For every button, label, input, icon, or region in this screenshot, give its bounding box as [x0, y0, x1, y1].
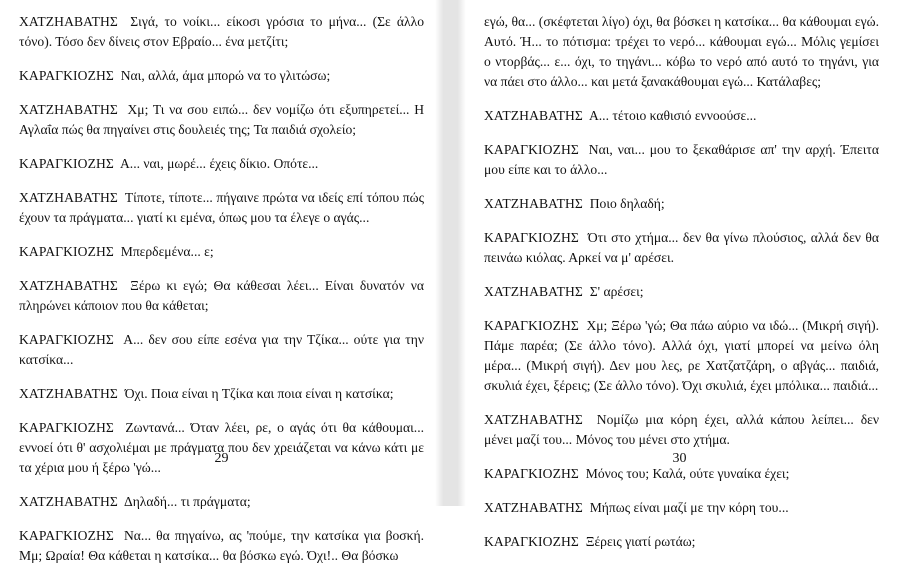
dialogue-line: Μπερδεμένα... ε; [120, 244, 214, 259]
speaker-name: ΧΑΤΖΗΑΒΑΤΗΣ [19, 190, 118, 205]
speaker-name: ΚΑΡΑΓΚΙΟΖΗΣ [19, 156, 114, 171]
speaker-name: ΚΑΡΑΓΚΙΟΖΗΣ [19, 68, 114, 83]
speaker-name: ΧΑΤΖΗΑΒΑΤΗΣ [19, 14, 118, 29]
speaker-name: ΚΑΡΑΓΚΙΟΖΗΣ [484, 318, 579, 333]
right-page [458, 0, 901, 549]
speaker-name: ΚΑΡΑΓΚΙΟΖΗΣ [484, 534, 579, 549]
speaker-name: ΧΑΤΖΗΑΒΑΤΗΣ [484, 500, 583, 515]
dialogue-paragraph [484, 410, 879, 450]
dialogue-paragraph [19, 12, 424, 52]
dialogue-paragraph [484, 194, 879, 214]
gutter-shadow [458, 0, 466, 506]
dialogue-paragraph [484, 140, 879, 180]
right-page-text [484, 12, 879, 566]
dialogue-line: εγώ, θα... (σκέφτεται λίγο) όχι, θα βόσκει η κατσίκα... θα κάθουμαι εγώ. Αυτό. Ή... το πότισμα: τρέχει το νερό... κάθουμαι εγώ... Μόλις γεμίσει ο ντορβάς... ε... όχι, το τηγάνι... κόβω το νερό από αυτό το τηγάνι, για να πάει στο άλλο... και μετά ξανακάθουμαι εγώ... Κατάλαβες; [484, 14, 879, 89]
dialogue-paragraph [484, 228, 879, 268]
dialogue-paragraph [19, 66, 424, 86]
dialogue-line: Ξέρεις γιατί ρωτάω; [585, 534, 696, 549]
left-page [0, 0, 443, 563]
speaker-name: ΚΑΡΑΓΚΙΟΖΗΣ [484, 230, 579, 245]
dialogue-line: Ξέρω κι εγώ; Θα κάθεσαι λέει... Είναι δυνατόν να πληρώνει κάποιον που θα κάθεται; [19, 278, 424, 313]
dialogue-line: Να... θα πηγαίνω, ας 'πούμε, την κατσίκα για βοσκή. Μμ; Ωραία! Θα κάθεται η κατσίκα... θα βόσκω εγώ. Όχι!.. Θα βόσκω [19, 528, 424, 563]
speaker-name: ΧΑΤΖΗΑΒΑΤΗΣ [484, 196, 583, 211]
speaker-name: ΚΑΡΑΓΚΙΟΖΗΣ [19, 332, 114, 347]
speaker-name: ΚΑΡΑΓΚΙΟΖΗΣ [484, 142, 579, 157]
page-number: 30 [672, 451, 687, 466]
dialogue-line: Δηλαδή... τι πράγματα; [123, 494, 251, 509]
dialogue-paragraph [19, 188, 424, 228]
speaker-name: ΚΑΡΑΓΚΙΟΖΗΣ [484, 466, 579, 481]
speaker-name: ΧΑΤΖΗΑΒΑΤΗΣ [19, 278, 118, 293]
dialogue-line: Σιγά, το νοίκι... είκοσι γρόσια το μήνα... (Σε άλλο τόνο). Τόσο δεν δίνεις στον Εβραίο... ένα μετζίτι; [19, 14, 425, 49]
dialogue-line: Νομίζω μια κόρη έχει, αλλά κάπου λείπει... δεν μένει μαζί του... Μόνος του μένει στο χτήμα. [484, 412, 880, 447]
dialogue-line: Ποιο δηλαδή; [589, 196, 665, 211]
dialogue-paragraph [484, 532, 879, 552]
dialogue-line: Α... τέτοιο καθισιό εννοούσε... [588, 108, 757, 123]
speaker-name: ΚΑΡΑΓΚΙΟΖΗΣ [19, 420, 114, 435]
dialogue-paragraph [484, 464, 879, 484]
dialogue-paragraph [484, 282, 879, 302]
left-page-text [19, 12, 424, 580]
dialogue-paragraph [19, 492, 424, 512]
dialogue-paragraph [19, 418, 424, 478]
dialogue-paragraph [19, 276, 424, 316]
dialogue-paragraph [484, 498, 879, 518]
dialogue-line: Σ' αρέσει; [589, 284, 644, 299]
speaker-name: ΧΑΤΖΗΑΒΑΤΗΣ [484, 108, 583, 123]
dialogue-line: Χμ; Ξέρω 'γώ; Θα πάω αύριο να ιδώ... (Μικρή σιγή). Πάμε παρέα; (Σε άλλο τόνο). Αλλά όχι, γιατί μπορεί να μείνω όλη μέρα... (Μικρή σιγή). Δεν μου λες, ρε Χατζατζάρη, ο αβγάς... παιδιά, σκυλιά έχει, ξέρεις; (Σε άλλο τόνο). Όχι σκυλιά, έχει μπόλικα... παιδιά... [484, 318, 879, 393]
dialogue-paragraph [484, 316, 879, 396]
speaker-name: ΧΑΤΖΗΑΒΑΤΗΣ [484, 412, 583, 427]
dialogue-line: Ναι, ναι... μου το ξεκαθάρισε απ' την αρχή. Έπειτα μου είπε και το άλλο... [484, 142, 879, 177]
dialogue-line: Ότι στο χτήμα... δεν θα γίνω πλούσιος, αλλά δεν θα πεινάω κιόλας. Αρκεί να μ' αρέσει. [484, 230, 879, 265]
dialogue-line: Όχι. Ποια είναι η Τζίκα και ποια είναι η κατσίκα; [124, 386, 394, 401]
gutter-shadow [435, 0, 443, 506]
speaker-name: ΚΑΡΑΓΚΙΟΖΗΣ [19, 244, 114, 259]
dialogue-paragraph [19, 526, 424, 566]
dialogue-paragraph [484, 106, 879, 126]
dialogue-line: Α... ναι, μωρέ... έχεις δίκιο. Οπότε... [119, 156, 319, 171]
dialogue-line: Μήπως είναι μαζί με την κόρη του... [589, 500, 789, 515]
dialogue-line: Ναι, αλλά, άμα μπορώ να το γλιτώσω; [120, 68, 331, 83]
dialogue-line: Μόνος του; Καλά, ούτε γυναίκα έχει; [585, 466, 790, 481]
speaker-name: ΧΑΤΖΗΑΒΑΤΗΣ [19, 494, 118, 509]
dialogue-line: Ζωντανά... Όταν λέει, ρε, ο αγάς ότι θα κάθουμαι... εννοεί ότι θ' ασχολιέμαι με πράγματα που δεν χρειάζεται να κάνω κάτι με τα χέρια μου ή ξέρω 'γώ... [19, 420, 425, 475]
speaker-name: ΚΑΡΑΓΚΙΟΖΗΣ [19, 528, 114, 543]
dialogue-paragraph [19, 384, 424, 404]
dialogue-paragraph [19, 154, 424, 174]
dialogue-line: Χμ; Τι να σου ειπώ... δεν νομίζω ότι εξυπηρετεί... Η Αγλαΐα πώς θα πηγαίνει στις δουλειές της; Τα παιδιά σχολείο; [19, 102, 425, 137]
dialogue-paragraph [19, 330, 424, 370]
dialogue-line: Τίποτε, τίποτε... πήγαινε πρώτα να ιδείς επί τόπου πώς έχουν τα πράγματα... γιατί κι εμένα, όπως μου τα έλεγε ο αγάς... [19, 190, 424, 225]
speaker-name: ΧΑΤΖΗΑΒΑΤΗΣ [19, 102, 118, 117]
dialogue-paragraph [19, 100, 424, 140]
dialogue-line: Α... δεν σου είπε εσένα για την Τζίκα... ούτε για την κατσίκα... [19, 332, 424, 367]
speaker-name: ΧΑΤΖΗΑΒΑΤΗΣ [19, 386, 118, 401]
speaker-name: ΧΑΤΖΗΑΒΑΤΗΣ [484, 284, 583, 299]
dialogue-paragraph [19, 242, 424, 262]
dialogue-paragraph [484, 12, 879, 92]
page-number: 29 [214, 451, 229, 466]
